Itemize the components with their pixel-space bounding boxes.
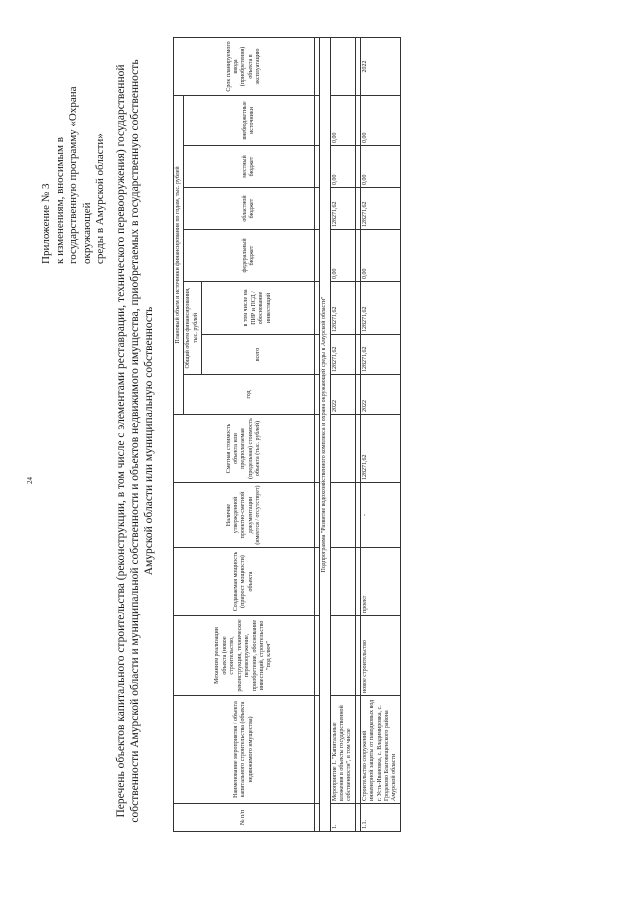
cell-cost: 128271,62	[360, 415, 400, 483]
appendix-line: к изменениям, вносимым в	[53, 137, 66, 264]
rotated-document-sheet	[20, 22, 620, 882]
col-header-total: всего	[202, 335, 315, 375]
appendix-line: Приложение № 3	[40, 183, 52, 264]
cell-year: 2022	[360, 375, 400, 415]
cell-total: 128271,62	[360, 335, 400, 375]
cell-regional: 128271,62	[330, 188, 355, 230]
col-header-mechanism: Механизм реализации объекта (новое строительство, реконструкция, техническое перевооружение, приобретение, обоснование инвестиций, строительство "под ключ"	[174, 616, 315, 696]
col-header-cost: Сметная стоимость объекта или предполагаемая (предельная) стоимость объекта (тыс. рублей)	[174, 415, 315, 483]
col-header-capacity: Создаваемая мощность (прирост мощности) объекта	[174, 548, 315, 616]
subprogram-title: Подпрограмма "Развитие водохозяйственного комплекса и охрана окружающей среды в Амурской области"	[320, 37, 330, 831]
investment-objects-table	[173, 37, 401, 832]
cell-num: 1.	[330, 804, 355, 832]
col-header-total-group: Общий объем финансирования, тыс. рублей	[184, 282, 202, 375]
cell-capacity	[330, 548, 355, 616]
col-header-num: № п/п	[174, 804, 315, 832]
table-row	[330, 37, 355, 831]
cell-cost	[330, 415, 355, 483]
col-header-funding-group: Плановый объем и источники финансирования по годам, тыс. рублей	[174, 95, 184, 414]
cell-mechanism	[330, 616, 355, 696]
cell-project-docs	[330, 483, 355, 548]
document-title: Перечень объектов капитального строительства (реконструкции, в том числе с элементами реставрации, технического перевооружения) государственной собственности Амурской области и муниципальной собственности и объектов недвижимого имущества, приобретаемых в государственную собственность Амурской области или муниципальную собственность	[115, 59, 155, 823]
cell-federal: 0,00	[330, 230, 355, 282]
cell-capacity: проект	[360, 548, 400, 616]
col-header-term: Срок планируемого ввода (приобретения) объекта в эксплуатацию	[174, 37, 315, 95]
cell-regional: 128271,62	[360, 188, 400, 230]
appendix-line: государственную программу «Охрана окружающей	[67, 86, 93, 264]
cell-offbudget: 0,00	[360, 95, 400, 145]
col-header-federal: федеральный бюджет	[184, 230, 315, 282]
col-header-offbudget: внебюджетные источники	[184, 95, 315, 145]
cell-total: 128271,62	[330, 335, 355, 375]
cell-local: 0,00	[360, 146, 400, 188]
appendix-line: среды в Амурской области»	[94, 133, 106, 264]
cell-project-docs: -	[360, 483, 400, 548]
col-header-project-docs: Наличие утвержденной проектно-сметной документации (имеется / отсутствует)	[174, 483, 315, 548]
table-row	[360, 37, 400, 831]
cell-term: 2022	[360, 37, 400, 95]
col-header-regional: областной бюджет	[184, 188, 315, 230]
cell-local: 0,00	[330, 146, 355, 188]
col-header-year: год	[184, 375, 315, 415]
cell-incl-pir: 128271,62	[330, 282, 355, 335]
cell-year: 2022	[330, 375, 355, 415]
cell-name: Строительство сооружений инженерной защиты от паводковых вод г. Усть-Ивановка, с. Владимировка, с. Гродеково Благовещенского района Амурской области	[360, 696, 400, 804]
appendix-note	[40, 34, 108, 264]
subprogram-row	[320, 37, 330, 831]
cell-mechanism: новое строительство	[360, 616, 400, 696]
cell-num: 1.1.	[360, 804, 400, 832]
page-number: 24	[26, 477, 34, 484]
cell-name: Мероприятие 1. "Капитальные вложения в объекты государственной собственности", в том числе	[330, 696, 355, 804]
header-row	[174, 37, 184, 831]
col-header-name: Наименование мероприятия / объекта капитального строительства (объекта недвижимого имущества)	[174, 696, 315, 804]
col-header-incl-pir: в том числе на ПИР и ПСД / обоснование инвестиций	[202, 282, 315, 335]
cell-incl-pir: 128271,62	[360, 282, 400, 335]
cell-federal: 0,00	[360, 230, 400, 282]
cell-offbudget: 0,00	[330, 95, 355, 145]
col-header-local: местный бюджет	[184, 146, 315, 188]
cell-term	[330, 37, 355, 95]
